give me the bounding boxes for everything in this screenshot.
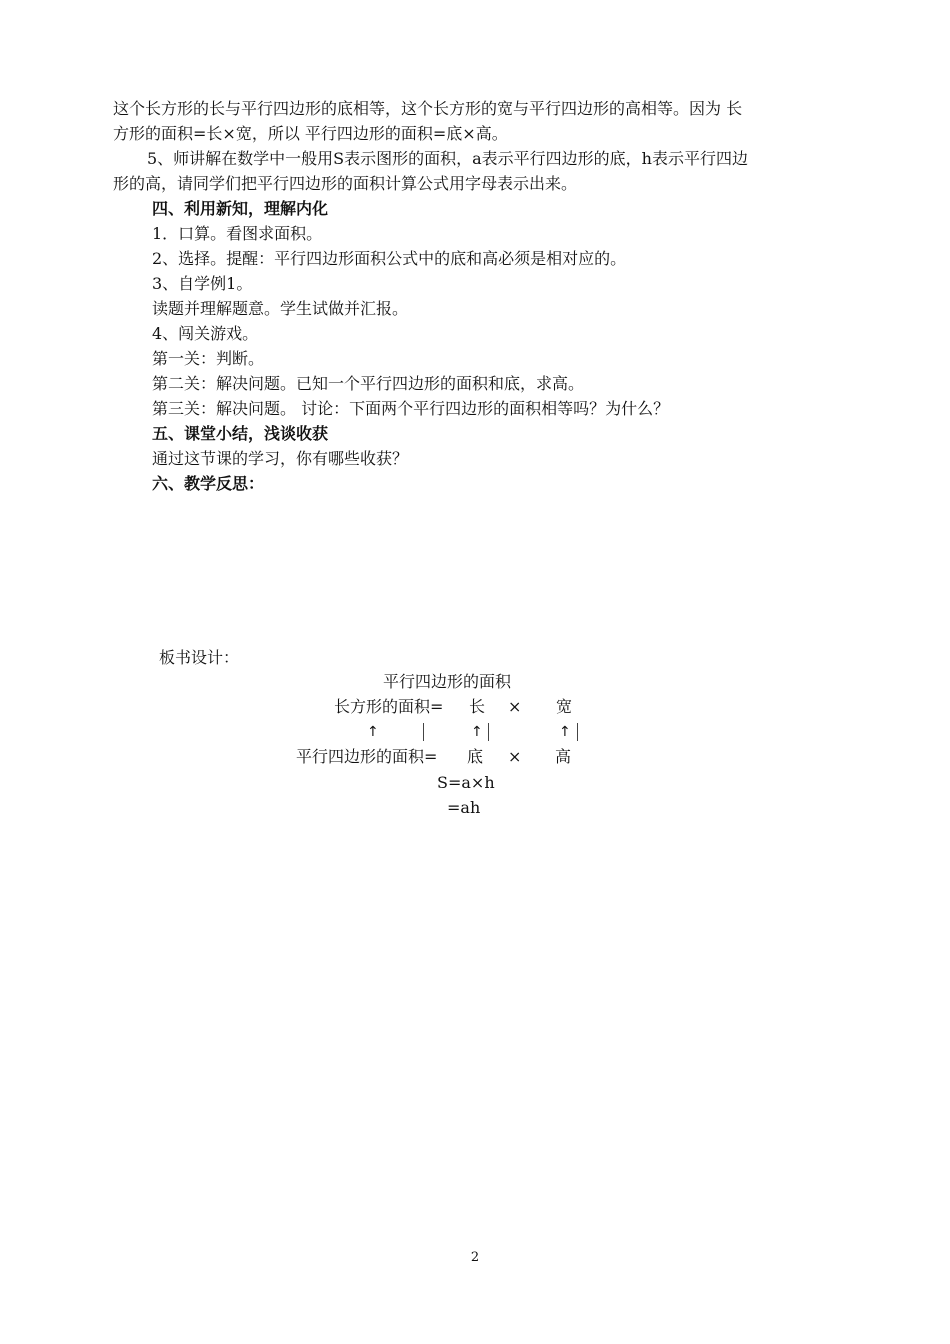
rect-width: 宽 — [556, 697, 573, 716]
board-label: 板书设计： — [159, 648, 240, 667]
list-item: 4、闯关游戏。 — [152, 324, 259, 343]
paragraph-line: 形的高，请同学们把平行四边形的面积计算公式用字母表示出来。 — [113, 174, 578, 193]
para-height: 高 — [555, 747, 572, 766]
divider-line — [488, 723, 489, 741]
times-sign: × — [508, 697, 522, 716]
rect-area-label: 长方形的面积= — [334, 697, 444, 716]
up-arrow-icon: ↑ — [367, 724, 379, 740]
times-sign: × — [508, 747, 522, 766]
para-area-label: 平行四边形的面积= — [296, 747, 438, 766]
paragraph-line: 这个长方形的长与平行四边形的底相等，这个长方形的宽与平行四边形的高相等。因为 长 — [113, 99, 743, 118]
divider-line — [577, 723, 578, 741]
section-heading: 四、利用新知，理解内化 — [152, 199, 329, 218]
para-base: 底 — [467, 747, 484, 766]
up-arrow-icon: ↑ — [471, 724, 483, 740]
list-item: 读题并理解题意。学生试做并汇报。 — [152, 299, 409, 318]
section-heading: 五、课堂小结，浅谈收获 — [152, 424, 329, 443]
page-number: 2 — [470, 1250, 480, 1265]
list-item: 2、选择。提醒：平行四边形面积公式中的底和高必须是相对应的。 — [152, 249, 627, 268]
paragraph-line: 5、师讲解在数学中一般用S表示图形的面积，a表示平行四边形的底，h表示平行四边 — [147, 149, 748, 168]
list-item: 3、自学例1。 — [152, 274, 253, 293]
list-item: 第一关：判断。 — [152, 349, 265, 368]
formula-line: S=a×h — [437, 773, 495, 792]
list-item: 第三关：解决问题。 讨论：下面两个平行四边形的面积相等吗？为什么？ — [152, 399, 670, 418]
up-arrow-icon: ↑ — [559, 724, 571, 740]
paragraph-line: 通过这节课的学习，你有哪些收获？ — [152, 449, 409, 468]
rect-length: 长 — [469, 697, 486, 716]
formula-line: =ah — [447, 798, 481, 817]
section-heading: 六、教学反思： — [152, 474, 265, 493]
paragraph-line: 方形的面积=长×宽，所以 平行四边形的面积=底×高。 — [113, 124, 508, 143]
list-item: 第二关：解决问题。已知一个平行四边形的面积和底，求高。 — [152, 374, 585, 393]
divider-line — [423, 723, 424, 741]
list-item: 1．口算。看图求面积。 — [152, 224, 323, 243]
board-title: 平行四边形的面积 — [383, 672, 512, 691]
